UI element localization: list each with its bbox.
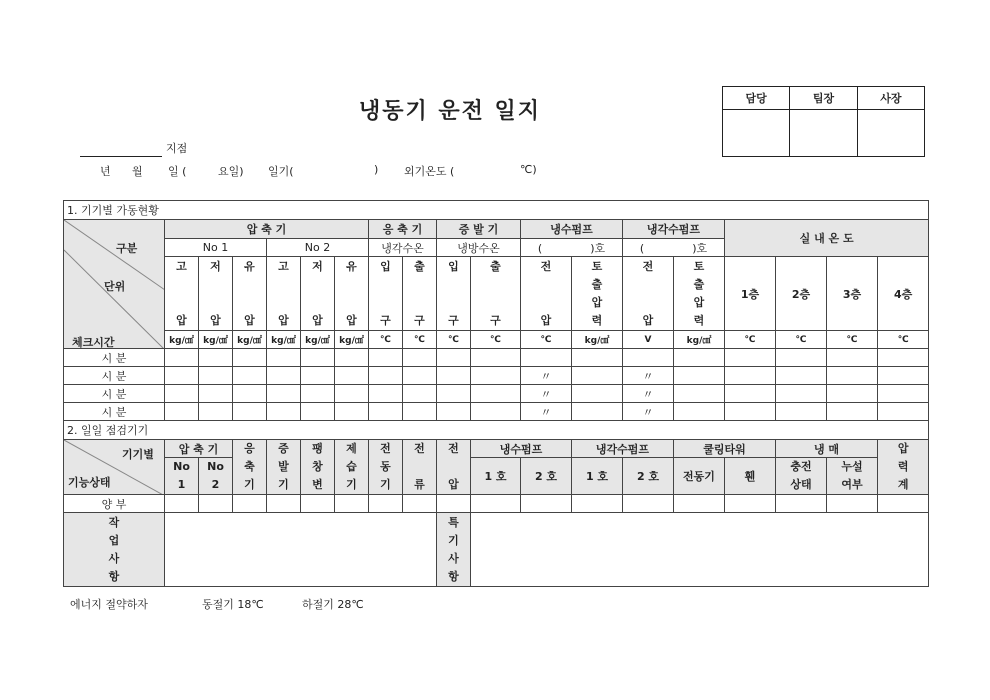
footer-save-energy: 에너지 절약하자	[70, 598, 148, 611]
log-cell[interactable]	[369, 349, 403, 367]
log-cell[interactable]: 〃	[623, 385, 674, 403]
weekday-label: 요일)	[218, 165, 244, 178]
check-voltage: 전 압	[437, 440, 471, 495]
check-tower-fan: 휀	[725, 458, 776, 495]
log-cell[interactable]	[369, 385, 403, 403]
group-cooling-pump: 냉각수펌프	[623, 220, 725, 239]
log-cell[interactable]	[233, 385, 267, 403]
check-cooling-pump: 냉각수펌프	[572, 440, 674, 458]
log-row	[64, 385, 929, 403]
unit-cell: ℃	[369, 331, 403, 349]
log-cell[interactable]	[267, 367, 301, 385]
log-cell[interactable]	[776, 367, 827, 385]
param-cold-pump-voltage: 전 압	[521, 257, 572, 331]
log-cell[interactable]	[267, 385, 301, 403]
log-cell[interactable]	[233, 403, 267, 421]
approval-header-teamlead: 팀장	[790, 87, 857, 110]
cold-pump-no-open: (	[537, 241, 543, 255]
section1-title: 1. 기기별 가동현황	[64, 201, 929, 220]
log-cell[interactable]	[725, 349, 776, 367]
ok-cell[interactable]	[301, 495, 335, 513]
ok-cell[interactable]	[233, 495, 267, 513]
log-cell[interactable]	[369, 367, 403, 385]
param-cooling-pump-discharge: 토 출 압 력	[674, 257, 725, 331]
diag-label-status: 기능상태	[68, 476, 111, 489]
log-cell[interactable]: 〃	[521, 385, 572, 403]
log-cell[interactable]	[403, 349, 437, 367]
special-notes-label: 특 기 사 항	[437, 513, 471, 587]
units-row	[64, 331, 929, 349]
log-cell[interactable]	[827, 385, 878, 403]
log-cell[interactable]	[878, 385, 929, 403]
log-cell[interactable]	[521, 349, 572, 367]
log-cell[interactable]: 〃	[521, 367, 572, 385]
param-low-2: 저 압	[301, 257, 335, 331]
outside-temp-unit: ℃)	[520, 163, 537, 176]
log-cell[interactable]	[403, 385, 437, 403]
log-row-time-label: 시 분	[64, 385, 165, 403]
check-motor: 전 동 기	[369, 440, 403, 495]
log-cell[interactable]	[776, 349, 827, 367]
ok-cell[interactable]	[369, 495, 403, 513]
group-cold-pump: 냉수펌프	[521, 220, 623, 239]
log-cell[interactable]	[572, 367, 623, 385]
log-rows	[64, 349, 929, 421]
ok-cell[interactable]	[165, 495, 199, 513]
check-charge-status: 충전 상태	[776, 458, 827, 495]
log-cell[interactable]	[165, 385, 199, 403]
cold-pump-number[interactable]	[521, 239, 623, 257]
approval-sign-manager[interactable]	[723, 110, 790, 157]
log-cell[interactable]	[335, 385, 369, 403]
unit-cell: ℃	[725, 331, 776, 349]
log-cell[interactable]	[369, 403, 403, 421]
unit-cell: ℃	[878, 331, 929, 349]
unit-cell: kg/㎠	[572, 331, 623, 349]
group-condenser: 응 축 기	[369, 220, 437, 239]
log-cell[interactable]	[572, 385, 623, 403]
log-table	[63, 200, 929, 587]
log-cell[interactable]	[725, 403, 776, 421]
cooling-pump-no-close: )호	[692, 241, 708, 255]
ok-cell[interactable]	[674, 495, 725, 513]
unit-cell: kg/㎠	[335, 331, 369, 349]
log-cell[interactable]	[437, 403, 471, 421]
log-cell[interactable]: 〃	[521, 403, 572, 421]
param-cold-pump-discharge: 토 출 압 력	[572, 257, 623, 331]
log-cell[interactable]	[233, 367, 267, 385]
log-cell[interactable]	[471, 349, 521, 367]
group-compressor: 압 축 기	[165, 220, 369, 239]
ok-cell[interactable]	[827, 495, 878, 513]
check-cold-pump-1: 1 호	[471, 458, 521, 495]
unit-cell: kg/㎠	[233, 331, 267, 349]
log-cell[interactable]	[878, 403, 929, 421]
branch-field[interactable]	[80, 156, 162, 157]
log-cell[interactable]	[301, 367, 335, 385]
log-cell[interactable]	[267, 403, 301, 421]
log-cell[interactable]	[878, 349, 929, 367]
log-cell[interactable]	[623, 349, 674, 367]
log-row	[64, 403, 929, 421]
footer	[70, 596, 364, 612]
log-cell[interactable]	[674, 403, 725, 421]
log-cell[interactable]	[267, 349, 301, 367]
check-tower-motor: 전동기	[674, 458, 725, 495]
check-dehumidifier: 제 습 기	[335, 440, 369, 495]
log-cell[interactable]	[165, 367, 199, 385]
floor-1: 1층	[725, 257, 776, 331]
outside-temp-label: 외기온도 (	[404, 165, 455, 178]
log-cell[interactable]	[827, 367, 878, 385]
log-cell[interactable]	[301, 349, 335, 367]
section2-title: 2. 일일 점검기기	[64, 421, 929, 440]
day-label: 일 (	[168, 165, 187, 178]
log-cell[interactable]	[199, 403, 233, 421]
year-label: 년	[100, 165, 111, 178]
check-cooling-pump-2: 2 호	[623, 458, 674, 495]
compressor-no2: No 2	[267, 239, 369, 257]
log-cell[interactable]	[335, 349, 369, 367]
param-oil-2: 유 압	[335, 257, 369, 331]
unit-cell: ℃	[827, 331, 878, 349]
ok-cell[interactable]	[776, 495, 827, 513]
unit-cell: kg/㎠	[301, 331, 335, 349]
diag-label-category: 구분	[116, 242, 138, 255]
log-cell[interactable]	[725, 367, 776, 385]
compressor-no1: No 1	[165, 239, 267, 257]
log-row-time-label: 시 분	[64, 367, 165, 385]
log-cell[interactable]	[776, 403, 827, 421]
check-cold-pump-2: 2 호	[521, 458, 572, 495]
log-cell[interactable]	[335, 403, 369, 421]
log-cell[interactable]	[878, 367, 929, 385]
param-oil-1: 유 압	[233, 257, 267, 331]
check-comp-no1: No 1	[165, 458, 199, 495]
ok-cell[interactable]	[267, 495, 301, 513]
log-cell[interactable]	[301, 385, 335, 403]
floor-2: 2층	[776, 257, 827, 331]
check-comp-no2: No 2	[199, 458, 233, 495]
cooling-pump-no-open: (	[639, 241, 645, 255]
log-row	[64, 349, 929, 367]
log-cell[interactable]	[437, 349, 471, 367]
param-evap-inlet: 입 구	[437, 257, 471, 331]
unit-cell: kg/㎠	[267, 331, 301, 349]
log-cell[interactable]	[233, 349, 267, 367]
unit-cell: kg/㎠	[674, 331, 725, 349]
footer-summer-temp: 하절기 28℃	[302, 598, 364, 611]
log-cell[interactable]	[674, 367, 725, 385]
ok-cell[interactable]	[623, 495, 674, 513]
log-cell[interactable]: 〃	[623, 403, 674, 421]
floor-4: 4층	[878, 257, 929, 331]
ok-cell[interactable]	[199, 495, 233, 513]
group-room-temp: 실 내 온 도	[725, 220, 929, 257]
evaporator-chilled-water: 냉방수온	[437, 239, 521, 257]
log-cell[interactable]	[471, 403, 521, 421]
diag-label-equipment: 기기별	[122, 448, 154, 461]
approval-header-manager: 담당	[723, 87, 790, 110]
ok-cell[interactable]	[403, 495, 437, 513]
unit-cell: V	[623, 331, 674, 349]
cooling-pump-number[interactable]	[623, 239, 725, 257]
weather-close: )	[374, 163, 379, 176]
log-cell[interactable]	[301, 403, 335, 421]
log-cell[interactable]: 〃	[623, 367, 674, 385]
log-cell[interactable]	[827, 349, 878, 367]
param-low-1: 저 압	[199, 257, 233, 331]
param-cooling-pump-voltage: 전 압	[623, 257, 674, 331]
log-cell[interactable]	[403, 403, 437, 421]
check-cooling-tower: 쿨링타워	[674, 440, 776, 458]
check-expansion-valve: 팽 창 변	[301, 440, 335, 495]
check-leak-status: 누설 여부	[827, 458, 878, 495]
log-cell[interactable]	[827, 403, 878, 421]
approval-box	[722, 86, 925, 157]
ok-label: 양 부	[64, 495, 165, 513]
param-high-2: 고 압	[267, 257, 301, 331]
log-cell[interactable]	[674, 385, 725, 403]
branch-label: 지점	[166, 142, 188, 155]
unit-cell: ℃	[437, 331, 471, 349]
ok-cell[interactable]	[437, 495, 471, 513]
log-cell[interactable]	[572, 349, 623, 367]
ok-cell[interactable]	[335, 495, 369, 513]
floor-3: 3층	[827, 257, 878, 331]
month-label: 월	[132, 165, 143, 178]
unit-cell: ℃	[521, 331, 572, 349]
log-cell[interactable]	[674, 349, 725, 367]
log-cell[interactable]	[437, 385, 471, 403]
log-cell[interactable]	[199, 385, 233, 403]
log-cell[interactable]	[199, 349, 233, 367]
condenser-cooling-water: 냉각수온	[369, 239, 437, 257]
footer-winter-temp: 동절기 18℃	[202, 598, 264, 611]
log-cell[interactable]	[471, 367, 521, 385]
ok-cell[interactable]	[521, 495, 572, 513]
check-cold-pump: 냉수펌프	[471, 440, 572, 458]
check-condenser: 응 축 기	[233, 440, 267, 495]
check-evaporator: 증 발 기	[267, 440, 301, 495]
unit-cell: ℃	[776, 331, 827, 349]
cold-pump-no-close: )호	[590, 241, 606, 255]
page-title: 냉동기 운전 일지	[358, 99, 542, 124]
ok-cell[interactable]	[878, 495, 929, 513]
log-cell[interactable]	[572, 403, 623, 421]
section1-diag-header	[64, 220, 165, 349]
log-cell[interactable]	[165, 349, 199, 367]
ok-cell[interactable]	[471, 495, 521, 513]
check-current: 전 류	[403, 440, 437, 495]
diag-label-checktime: 체크시간	[72, 336, 115, 349]
work-items-field[interactable]	[165, 513, 437, 587]
unit-cell: kg/㎠	[165, 331, 199, 349]
work-items-label: 작 업 사 항	[64, 513, 165, 587]
check-pressure-gauge: 압 력 계	[878, 440, 929, 495]
param-cond-outlet: 출 구	[403, 257, 437, 331]
check-refrigerant: 냉 매	[776, 440, 878, 458]
param-cond-inlet: 입 구	[369, 257, 403, 331]
unit-cell: ℃	[471, 331, 521, 349]
log-cell[interactable]	[403, 367, 437, 385]
param-high-1: 고 압	[165, 257, 199, 331]
special-notes-field[interactable]	[471, 513, 929, 587]
param-evap-outlet: 출 구	[471, 257, 521, 331]
unit-cell: kg/㎠	[199, 331, 233, 349]
log-cell[interactable]	[199, 367, 233, 385]
group-evaporator: 증 발 기	[437, 220, 521, 239]
log-cell[interactable]	[165, 403, 199, 421]
log-row-time-label: 시 분	[64, 403, 165, 421]
log-cell[interactable]	[725, 385, 776, 403]
approval-sign-teamlead[interactable]	[790, 110, 857, 157]
ok-cell[interactable]	[572, 495, 623, 513]
log-cell[interactable]	[437, 367, 471, 385]
log-row-time-label: 시 분	[64, 349, 165, 367]
unit-cell: ℃	[403, 331, 437, 349]
approval-header-president: 사장	[857, 87, 924, 110]
weather-label: 일기(	[268, 165, 294, 178]
log-row	[64, 367, 929, 385]
log-cell[interactable]	[471, 385, 521, 403]
log-cell[interactable]	[335, 367, 369, 385]
check-cooling-pump-1: 1 호	[572, 458, 623, 495]
diag-label-unit: 단위	[104, 280, 126, 293]
check-compressor: 압 축 기	[165, 440, 233, 458]
section2-diag-header	[64, 440, 165, 495]
log-cell[interactable]	[776, 385, 827, 403]
approval-sign-president[interactable]	[857, 110, 924, 157]
ok-cell[interactable]	[725, 495, 776, 513]
